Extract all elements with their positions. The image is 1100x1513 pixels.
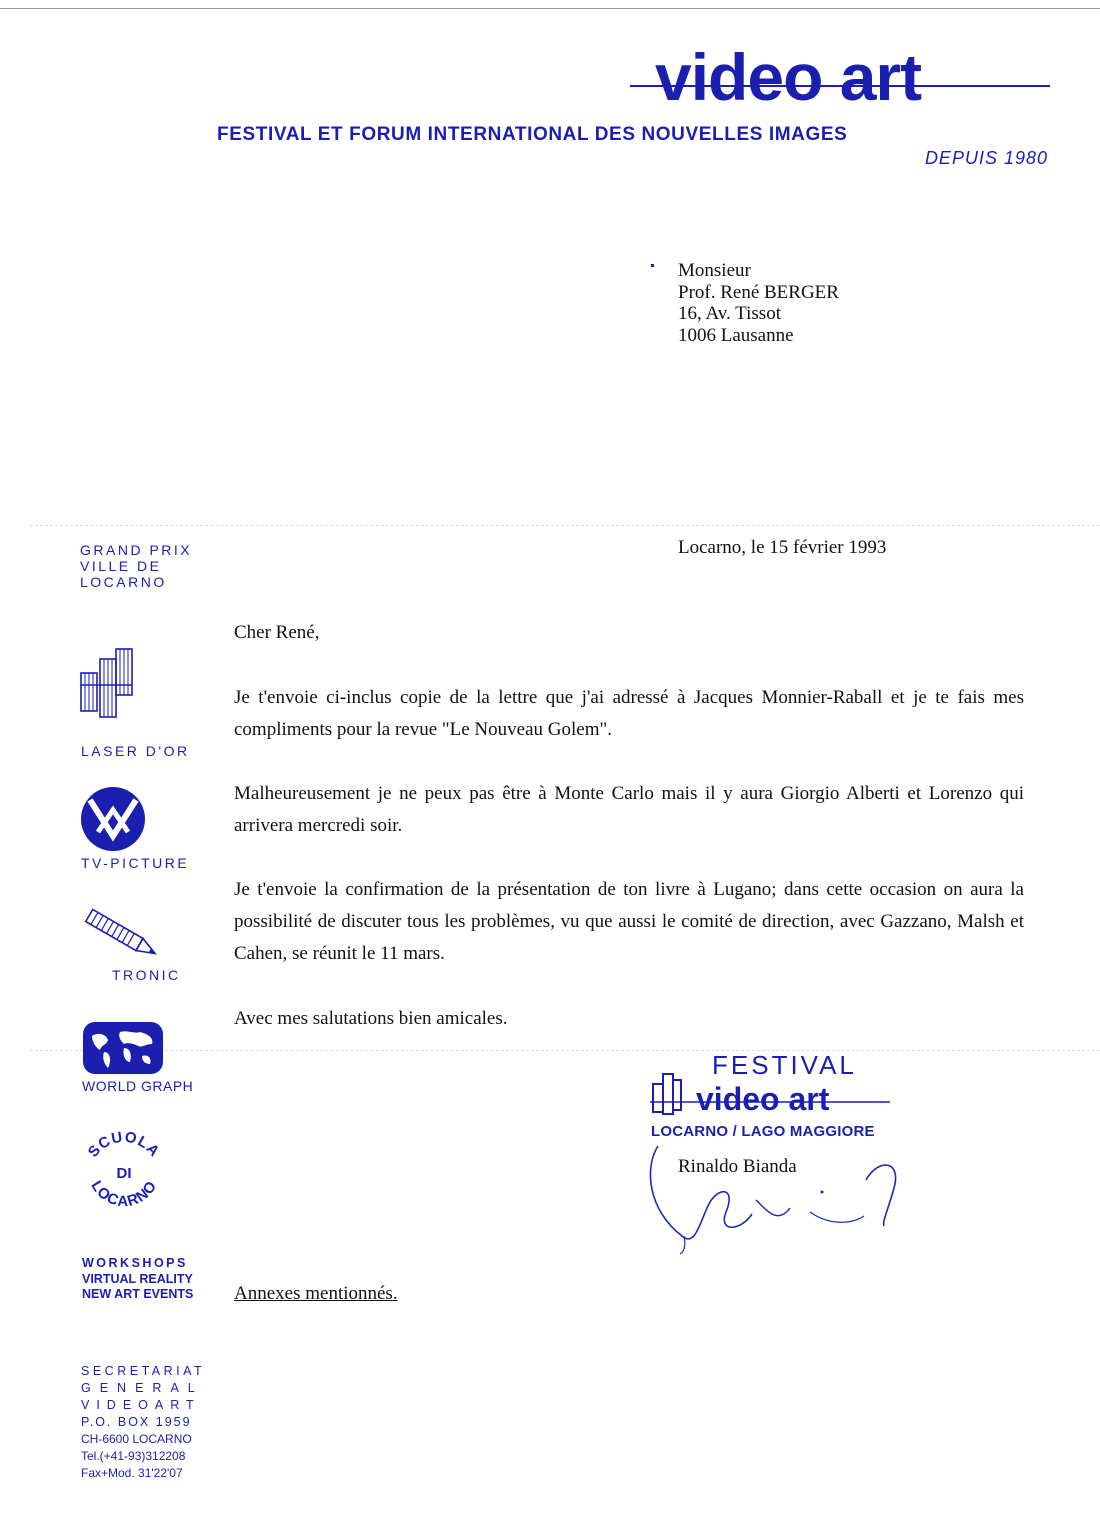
tv-picture-icon xyxy=(80,786,146,852)
secretariat-line: Fax+Mod. 31'22'07 xyxy=(81,1466,183,1480)
secretariat-line: Tel.(+41-93)312208 xyxy=(81,1449,186,1463)
letterhead-tagline: FESTIVAL ET FORUM INTERNATIONAL DES NOUVELLES IMAGES xyxy=(217,124,848,145)
top-edge-line xyxy=(0,8,1100,9)
svg-text:video art: video art xyxy=(655,42,922,112)
scuola-seal-icon xyxy=(80,1130,168,1212)
svg-text:LOCARNO: LOCARNO xyxy=(87,1177,161,1211)
workshops-line: NEW ART EVENTS xyxy=(82,1287,194,1301)
paper-fold-line xyxy=(30,525,1100,526)
secretariat-line: P.O. BOX 1959 xyxy=(81,1415,192,1429)
recipient-line: Monsieur xyxy=(678,260,751,281)
sidebar-workshops xyxy=(82,1256,193,1303)
svg-text:DI: DI xyxy=(116,1165,132,1182)
salutation: Cher René, xyxy=(234,622,320,643)
pencil-icon xyxy=(82,908,164,963)
video-art-logo xyxy=(630,42,1050,112)
recipient-line: Prof. René BERGER xyxy=(678,281,839,303)
tv-picture-label: TV-PICTURE xyxy=(81,855,190,871)
annex-note: Annexes mentionnés. xyxy=(234,1283,398,1304)
closing-line: Avec mes salutations bien amicales. xyxy=(234,1008,508,1029)
svg-text:SCUOLA: SCUOLA xyxy=(84,1130,164,1161)
tronic-label: TRONIC xyxy=(112,967,181,983)
sidebar-secretariat xyxy=(81,1363,205,1482)
ink-dot xyxy=(651,264,654,267)
letter-date: Locarno, le 15 février 1993 xyxy=(678,537,887,558)
world-graph-label: WORLD GRAPH xyxy=(82,1078,194,1094)
stamp-logo xyxy=(650,1068,890,1124)
recipient-line: 16, Av. Tissot xyxy=(678,303,781,324)
secretariat-line: GENERAL xyxy=(81,1381,204,1395)
recipient-address xyxy=(678,260,839,346)
laser-bars-icon xyxy=(80,645,136,720)
stamp-location: LOCARNO / LAGO MAGGIORE xyxy=(651,1123,875,1140)
secretariat-line: CH-6600 LOCARNO xyxy=(81,1432,192,1446)
body-paragraph: Malheureusement je ne peux pas être à Monte Carlo mais il y aura Giorgio Alberti et Lorenzo qui arrivera mercredi soir. xyxy=(234,783,1024,836)
grand-prix-line: GRAND PRIX xyxy=(80,542,193,558)
body-paragraph: Je t'envoie ci-inclus copie de la lettre que j'ai adressé à Jacques Monnier-Raball et je te fais mes compliments pour la revue "Le Nouveau Golem". xyxy=(234,687,1024,740)
signatory-name: Rinaldo Bianda xyxy=(678,1156,797,1177)
workshops-line: WORKSHOPS xyxy=(82,1256,188,1270)
letterhead-since: DEPUIS 1980 xyxy=(924,148,1048,168)
secretariat-line: SECRETARIAT xyxy=(81,1364,206,1378)
sidebar-grand-prix xyxy=(80,542,200,590)
world-map-icon xyxy=(82,1020,164,1076)
recipient-line: 1006 Lausanne xyxy=(678,324,794,346)
body-paragraph: Je t'envoie la confirmation de la présentation de ton livre à Lugano; dans cette occasion on aura la possibilité de discuter tous les problèmes, vu que aussi le comité de direction, avec Gazzano, Malsh et Cahen, se réunit le 11 mars. xyxy=(234,879,1024,964)
paper-fold-line xyxy=(30,1050,1100,1051)
svg-text:video art: video art xyxy=(696,1081,830,1117)
handwritten-signature xyxy=(640,1140,910,1255)
workshops-line: VIRTUAL REALITY xyxy=(82,1271,193,1286)
stamp-festival: FESTIVAL xyxy=(712,1050,857,1080)
grand-prix-line: LOCARNO xyxy=(80,574,167,590)
secretariat-line: VIDEOART xyxy=(81,1398,201,1412)
laser-dor-label: LASER D'OR xyxy=(81,743,190,759)
grand-prix-line: VILLE DE xyxy=(80,558,162,574)
